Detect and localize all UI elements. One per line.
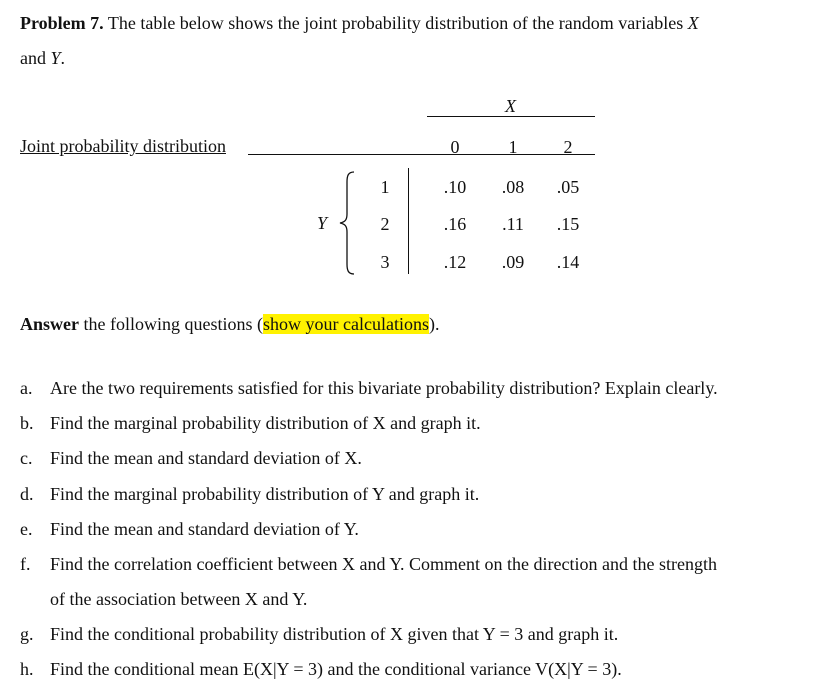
question-text: Find the correlation coefficient between X and Y. Comment on the direction and the strength [50, 554, 717, 574]
table-cell: .05 [556, 177, 580, 197]
problem-label-period: . [99, 13, 104, 33]
question-text: Find the conditional mean E(X|Y = 3) and the conditional variance V(X|Y = 3). [50, 659, 622, 679]
question-text: Are the two requirements satisfied for this bivariate probability distribution? Explain clearly. [50, 378, 718, 398]
table-cell: .09 [501, 252, 525, 272]
problem-statement-line1 [20, 12, 699, 34]
table-header-rule [427, 116, 595, 117]
table-cell: .15 [556, 214, 580, 234]
table-cell: .16 [443, 214, 467, 234]
answer-open-paren: ( [257, 314, 263, 334]
row-header-2: 2 [380, 214, 390, 234]
question-text: Find the conditional probability distribution of X given that Y = 3 and graph it. [50, 624, 619, 644]
row-header-1: 1 [380, 177, 390, 197]
question-text: Find the mean and standard deviation of X. [50, 448, 362, 468]
col-header-2: 2 [563, 137, 573, 157]
question-text: Find the mean and standard deviation of Y. [50, 519, 359, 539]
var-x: X [687, 13, 699, 33]
col-header-1: 1 [508, 137, 518, 157]
answer-close: ). [428, 314, 440, 334]
question-letter: a. [20, 378, 33, 398]
question-letter: b. [20, 413, 34, 433]
question-letter: g. [20, 624, 34, 644]
question-text: Find the marginal probability distribution of Y and graph it. [50, 484, 480, 504]
table-row-var: Y [317, 213, 328, 233]
problem-statement-line2 [20, 47, 65, 69]
table-cell: .08 [501, 177, 525, 197]
table-cell: .11 [502, 214, 524, 234]
col-header-0: 0 [450, 137, 460, 157]
intro-and: and [20, 48, 46, 68]
question-letter: h. [20, 659, 34, 679]
table-col-var: X [505, 96, 516, 116]
question-text: Find the marginal probability distribution of X and graph it. [50, 413, 481, 433]
table-caption: Joint probability distribution [20, 136, 226, 156]
answer-rest: the following questions [83, 314, 253, 334]
problem-label: Problem 7 [20, 13, 100, 33]
table-cell: .10 [443, 177, 467, 197]
var-y: Y [50, 48, 61, 68]
answer-highlight: show your calculations [263, 314, 429, 334]
problem-intro: The table below shows the joint probability distribution of the random variables [107, 13, 684, 33]
left-brace-icon [338, 170, 358, 276]
answer-instruction [20, 313, 439, 335]
row-header-3: 3 [380, 252, 390, 272]
question-letter: f. [20, 554, 31, 574]
answer-bold: Answer [20, 314, 79, 334]
question-letter: c. [20, 448, 33, 468]
question-letter: e. [20, 519, 33, 539]
row-header-divider [408, 168, 409, 274]
intro-period: . [60, 48, 66, 68]
table-cell: .14 [556, 252, 580, 272]
question-letter: d. [20, 484, 34, 504]
question-text-continued: of the association between X and Y. [50, 589, 308, 609]
table-cell: .12 [443, 252, 467, 272]
